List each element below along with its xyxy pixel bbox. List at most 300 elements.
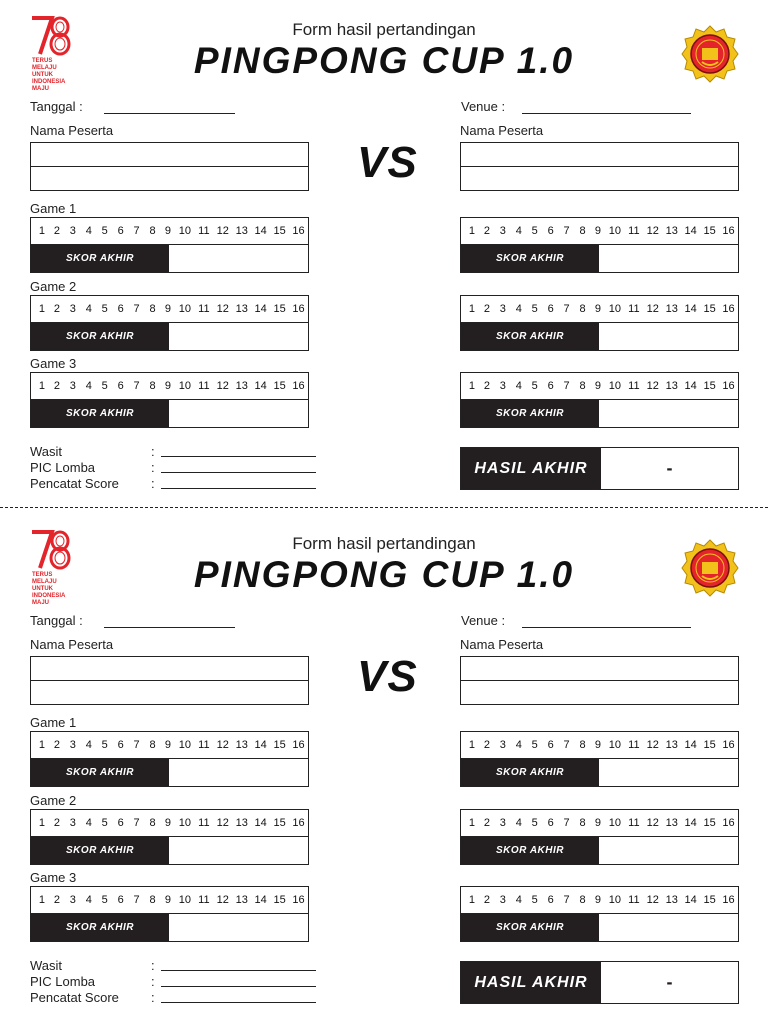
skor-akhir-row: [31, 914, 308, 941]
skor-akhir-label: SKOR AKHIR: [31, 759, 169, 786]
point-number[interactable]: 5: [531, 739, 538, 751]
point-number[interactable]: 4: [85, 739, 92, 751]
point-number[interactable]: 4: [85, 303, 92, 315]
hasil-akhir-value[interactable]: -: [666, 458, 673, 478]
game-score-box-left: [30, 886, 309, 942]
point-number[interactable]: 12: [646, 894, 659, 906]
point-number[interactable]: 16: [292, 380, 305, 392]
point-number[interactable]: 1: [38, 817, 46, 829]
point-number[interactable]: 11: [198, 817, 210, 829]
point-number[interactable]: 7: [133, 739, 140, 751]
point-number[interactable]: 16: [722, 739, 735, 751]
point-number[interactable]: 1: [38, 380, 46, 392]
skor-akhir-input[interactable]: [169, 323, 308, 350]
point-number[interactable]: 4: [85, 225, 92, 237]
point-number[interactable]: 13: [235, 380, 248, 392]
point-number[interactable]: 15: [703, 380, 716, 392]
tournament-title: PINGPONG CUP 1.0: [193, 554, 575, 595]
point-number[interactable]: 8: [579, 380, 586, 392]
point-number[interactable]: 6: [547, 225, 554, 237]
point-number[interactable]: 8: [579, 739, 586, 751]
skor-akhir-row: [31, 837, 308, 864]
skor-akhir-input[interactable]: [599, 914, 738, 941]
nama-peserta-input-left[interactable]: [31, 167, 308, 190]
point-number[interactable]: 16: [722, 817, 735, 829]
point-number[interactable]: 4: [515, 817, 522, 829]
point-number[interactable]: 5: [531, 380, 538, 392]
point-number[interactable]: 3: [499, 225, 506, 237]
point-number[interactable]: 16: [722, 894, 735, 906]
point-number[interactable]: 5: [101, 739, 108, 751]
skor-akhir-label: SKOR AKHIR: [31, 914, 169, 941]
point-number[interactable]: 10: [178, 380, 192, 392]
point-number[interactable]: 8: [149, 739, 156, 751]
point-numbers-row: [31, 218, 308, 245]
hasil-akhir-label: HASIL AKHIR: [461, 448, 601, 489]
point-number[interactable]: 14: [254, 817, 267, 829]
point-number[interactable]: 14: [684, 225, 697, 237]
point-number[interactable]: 14: [254, 303, 267, 315]
point-number[interactable]: 13: [665, 303, 678, 315]
point-number[interactable]: 4: [515, 739, 522, 751]
point-number[interactable]: 12: [216, 303, 229, 315]
point-number[interactable]: 15: [703, 225, 716, 237]
point-number[interactable]: 14: [254, 380, 267, 392]
game-score-box-right: [460, 809, 739, 865]
point-number[interactable]: 7: [563, 894, 570, 906]
game-label: Game 3: [30, 870, 77, 885]
point-number[interactable]: 15: [703, 303, 716, 315]
nama-peserta-input-left[interactable]: [31, 143, 308, 167]
point-number[interactable]: 3: [499, 739, 506, 751]
point-number[interactable]: 2: [483, 380, 490, 392]
nama-peserta-box-right: [460, 142, 739, 191]
point-number[interactable]: 5: [101, 817, 108, 829]
point-number[interactable]: 16: [292, 225, 305, 237]
point-number[interactable]: 2: [483, 225, 490, 237]
point-numbers-row: [31, 732, 308, 759]
point-number[interactable]: 16: [292, 303, 305, 315]
logo-tagline-line: INDONESIA: [32, 593, 66, 599]
point-number[interactable]: 13: [665, 817, 678, 829]
point-number[interactable]: 15: [273, 894, 286, 906]
point-number[interactable]: 14: [684, 380, 697, 392]
skor-akhir-input[interactable]: [169, 914, 308, 941]
point-number[interactable]: 7: [133, 380, 140, 392]
logo-tagline-line: MELAJU: [32, 579, 57, 585]
point-number[interactable]: 4: [515, 225, 522, 237]
official-colon: :: [151, 444, 155, 459]
point-number[interactable]: 6: [117, 380, 124, 392]
point-number[interactable]: 3: [69, 817, 76, 829]
hasil-akhir-box: [460, 961, 739, 1004]
point-number[interactable]: 6: [117, 739, 124, 751]
point-number[interactable]: 1: [38, 225, 46, 237]
point-number[interactable]: 3: [499, 817, 506, 829]
point-number[interactable]: 5: [101, 303, 108, 315]
point-number[interactable]: 2: [483, 303, 490, 315]
score-form: [0, 514, 768, 1014]
skor-akhir-input[interactable]: [599, 759, 738, 786]
venue-label: Venue :: [461, 99, 506, 114]
point-number[interactable]: 11: [628, 894, 640, 906]
point-numbers-row: [461, 218, 738, 245]
point-number[interactable]: 5: [531, 894, 538, 906]
skor-akhir-input[interactable]: [169, 400, 308, 427]
skor-akhir-row: [31, 400, 308, 427]
point-number[interactable]: 2: [53, 303, 60, 315]
point-number[interactable]: 9: [164, 894, 172, 906]
point-number[interactable]: 3: [69, 380, 76, 392]
point-number[interactable]: 4: [515, 894, 522, 906]
point-number[interactable]: 10: [178, 894, 192, 906]
point-number[interactable]: 11: [198, 739, 210, 751]
point-number[interactable]: 5: [531, 303, 538, 315]
point-number[interactable]: 8: [579, 225, 586, 237]
point-number[interactable]: 7: [563, 303, 570, 315]
skor-akhir-row: [461, 759, 738, 786]
point-number[interactable]: 15: [703, 817, 716, 829]
point-number[interactable]: 13: [235, 894, 248, 906]
point-numbers-row: [461, 296, 738, 323]
point-numbers-row: [31, 296, 308, 323]
point-number[interactable]: 16: [292, 739, 305, 751]
point-number[interactable]: 4: [515, 303, 522, 315]
nama-peserta-input-right[interactable]: [461, 143, 738, 167]
point-number[interactable]: 15: [273, 739, 286, 751]
point-number[interactable]: 1: [468, 894, 476, 906]
point-number[interactable]: 8: [579, 303, 586, 315]
nama-peserta-label-right: Nama Peserta: [460, 123, 544, 138]
point-number[interactable]: 14: [684, 894, 697, 906]
point-number[interactable]: 10: [608, 817, 622, 829]
point-number[interactable]: 4: [85, 380, 92, 392]
point-number[interactable]: 9: [594, 303, 602, 315]
point-number[interactable]: 6: [547, 894, 554, 906]
point-number[interactable]: 3: [69, 303, 76, 315]
point-number[interactable]: 13: [665, 739, 678, 751]
game-label: Game 2: [30, 793, 77, 808]
nama-peserta-label-right: Nama Peserta: [460, 637, 544, 652]
point-number[interactable]: 7: [563, 225, 570, 237]
point-number[interactable]: 11: [628, 380, 640, 392]
point-number[interactable]: 9: [164, 225, 172, 237]
nama-peserta-label-left: Nama Peserta: [30, 123, 114, 138]
point-number[interactable]: 10: [608, 894, 622, 906]
tanggal-field[interactable]: [104, 627, 235, 628]
point-number[interactable]: 14: [684, 739, 697, 751]
official-label: PIC Lomba: [30, 460, 96, 475]
nama-peserta-input-right[interactable]: [461, 167, 738, 190]
official-label: Wasit: [30, 444, 63, 459]
skor-akhir-label: SKOR AKHIR: [461, 914, 599, 941]
official-signature-field[interactable]: [161, 456, 316, 457]
skor-akhir-row: [461, 914, 738, 941]
point-number[interactable]: 6: [117, 817, 124, 829]
point-number[interactable]: 6: [117, 225, 124, 237]
point-number[interactable]: 16: [722, 380, 735, 392]
point-number[interactable]: 14: [254, 225, 267, 237]
point-number[interactable]: 13: [235, 303, 248, 315]
official-signature-field[interactable]: [161, 986, 316, 987]
point-number[interactable]: 14: [684, 817, 697, 829]
point-number[interactable]: 2: [53, 380, 60, 392]
point-number[interactable]: 16: [292, 817, 305, 829]
point-number[interactable]: 14: [684, 303, 697, 315]
point-number[interactable]: 8: [149, 303, 156, 315]
point-number[interactable]: 13: [665, 225, 678, 237]
point-number[interactable]: 12: [646, 380, 659, 392]
nama-peserta-label-left: Nama Peserta: [30, 637, 114, 652]
point-number[interactable]: 1: [468, 303, 476, 315]
point-number[interactable]: 8: [579, 894, 586, 906]
nama-peserta-input-left[interactable]: [31, 657, 308, 681]
point-number[interactable]: 3: [499, 380, 506, 392]
point-number[interactable]: 12: [216, 380, 229, 392]
point-number[interactable]: 6: [117, 303, 124, 315]
point-number[interactable]: 16: [722, 303, 735, 315]
point-number[interactable]: 12: [216, 894, 229, 906]
official-label: Pencatat Score: [30, 990, 119, 1005]
skor-akhir-label: SKOR AKHIR: [31, 400, 169, 427]
point-number[interactable]: 13: [235, 739, 248, 751]
point-number[interactable]: 6: [547, 380, 554, 392]
point-number[interactable]: 10: [178, 225, 192, 237]
point-number[interactable]: 11: [198, 303, 210, 315]
point-number[interactable]: 10: [608, 303, 622, 315]
point-number[interactable]: 12: [646, 225, 659, 237]
point-number[interactable]: 8: [149, 225, 156, 237]
nama-peserta-input-right[interactable]: [461, 657, 738, 681]
game-label: Game 1: [30, 201, 77, 216]
point-number[interactable]: 12: [646, 817, 659, 829]
point-number[interactable]: 4: [85, 894, 92, 906]
official-colon: :: [151, 958, 155, 973]
point-number[interactable]: 15: [703, 894, 716, 906]
point-number[interactable]: 5: [531, 225, 538, 237]
point-number[interactable]: 7: [133, 303, 140, 315]
venue-field[interactable]: [522, 627, 691, 628]
game-score-box-left: [30, 731, 309, 787]
point-number[interactable]: 12: [216, 225, 229, 237]
point-number[interactable]: 3: [69, 225, 76, 237]
skor-akhir-label: SKOR AKHIR: [461, 323, 599, 350]
game-score-box-right: [460, 372, 739, 428]
point-number[interactable]: 12: [646, 739, 659, 751]
point-number[interactable]: 13: [235, 225, 248, 237]
point-number[interactable]: 3: [499, 894, 506, 906]
point-number[interactable]: 9: [164, 303, 172, 315]
point-numbers-row: [461, 373, 738, 400]
point-numbers-row: [31, 887, 308, 914]
point-number[interactable]: 10: [608, 380, 622, 392]
point-number[interactable]: 11: [628, 225, 640, 237]
point-number[interactable]: 2: [483, 894, 490, 906]
point-number[interactable]: 7: [563, 817, 570, 829]
skor-akhir-input[interactable]: [599, 400, 738, 427]
point-number[interactable]: 7: [563, 380, 570, 392]
point-number[interactable]: 7: [133, 817, 140, 829]
point-numbers-row: [461, 732, 738, 759]
game-label: Game 2: [30, 279, 77, 294]
logo-tagline-line: INDONESIA: [32, 79, 66, 85]
point-number[interactable]: 7: [563, 739, 570, 751]
point-number[interactable]: 1: [468, 739, 476, 751]
point-number[interactable]: 15: [273, 380, 286, 392]
skor-akhir-row: [461, 837, 738, 864]
point-number[interactable]: 11: [198, 380, 210, 392]
point-number[interactable]: 10: [608, 225, 622, 237]
point-number[interactable]: 5: [101, 380, 108, 392]
point-number[interactable]: 7: [133, 894, 140, 906]
venue-field[interactable]: [522, 113, 691, 114]
skor-akhir-label: SKOR AKHIR: [461, 400, 599, 427]
skor-akhir-input[interactable]: [599, 837, 738, 864]
hasil-akhir-value[interactable]: -: [666, 972, 673, 992]
skor-akhir-label: SKOR AKHIR: [461, 837, 599, 864]
logo-tagline-line: UNTUK: [32, 72, 53, 78]
point-number[interactable]: 6: [547, 739, 554, 751]
logo-tagline-line: TERUS: [32, 572, 53, 578]
point-number[interactable]: 1: [38, 303, 46, 315]
point-number[interactable]: 2: [483, 739, 490, 751]
point-number[interactable]: 2: [53, 225, 60, 237]
point-number[interactable]: 6: [117, 894, 124, 906]
point-number[interactable]: 1: [38, 894, 46, 906]
point-number[interactable]: 13: [665, 380, 678, 392]
point-number[interactable]: 8: [149, 817, 156, 829]
cut-line: [0, 507, 768, 508]
point-number[interactable]: 2: [53, 894, 60, 906]
point-number[interactable]: 6: [547, 817, 554, 829]
point-number[interactable]: 4: [515, 380, 522, 392]
point-number[interactable]: 9: [164, 739, 172, 751]
point-number[interactable]: 1: [468, 225, 476, 237]
skor-akhir-label: SKOR AKHIR: [461, 245, 599, 272]
point-number[interactable]: 10: [178, 739, 192, 751]
official-colon: :: [151, 990, 155, 1005]
venue-label: Venue :: [461, 613, 506, 628]
logo-tagline-line: TERUS: [32, 58, 53, 64]
official-label: PIC Lomba: [30, 974, 96, 989]
nama-peserta-input-right[interactable]: [461, 681, 738, 704]
logo-tagline-line: MAJU: [32, 600, 50, 606]
point-number[interactable]: 8: [149, 380, 156, 392]
point-number[interactable]: 12: [646, 303, 659, 315]
point-number[interactable]: 1: [38, 739, 46, 751]
point-number[interactable]: 3: [69, 894, 76, 906]
point-number[interactable]: 14: [254, 894, 267, 906]
game-label: Game 1: [30, 715, 77, 730]
point-number[interactable]: 8: [579, 817, 586, 829]
point-number[interactable]: 12: [216, 739, 229, 751]
point-number[interactable]: 14: [254, 739, 267, 751]
point-number[interactable]: 11: [628, 817, 640, 829]
official-signature-field[interactable]: [161, 1002, 316, 1003]
point-numbers-row: [31, 810, 308, 837]
official-signature-field[interactable]: [161, 970, 316, 971]
point-number[interactable]: 15: [703, 739, 716, 751]
vs-label: VS: [357, 138, 418, 187]
point-number[interactable]: 13: [235, 817, 248, 829]
point-number[interactable]: 16: [722, 225, 735, 237]
score-form: [0, 0, 768, 500]
point-number[interactable]: 13: [665, 894, 678, 906]
skor-akhir-row: [461, 400, 738, 427]
point-number[interactable]: 2: [53, 817, 60, 829]
point-number[interactable]: 11: [198, 894, 210, 906]
point-number[interactable]: 11: [198, 225, 210, 237]
game-score-box-right: [460, 886, 739, 942]
nama-peserta-box-right: [460, 656, 739, 705]
point-number[interactable]: 9: [594, 817, 602, 829]
point-number[interactable]: 9: [594, 894, 602, 906]
vs-label: VS: [357, 652, 418, 701]
skor-akhir-input[interactable]: [169, 759, 308, 786]
official-signature-field[interactable]: [161, 488, 316, 489]
point-number[interactable]: 5: [531, 817, 538, 829]
point-number[interactable]: 9: [594, 380, 602, 392]
nama-peserta-input-left[interactable]: [31, 681, 308, 704]
point-numbers-row: [31, 373, 308, 400]
skor-akhir-input[interactable]: [169, 245, 308, 272]
skor-akhir-row: [31, 759, 308, 786]
official-colon: :: [151, 460, 155, 475]
point-number[interactable]: 11: [628, 739, 640, 751]
point-number[interactable]: 9: [594, 739, 602, 751]
skor-akhir-input[interactable]: [169, 837, 308, 864]
point-number[interactable]: 8: [149, 894, 156, 906]
point-number[interactable]: 16: [292, 894, 305, 906]
point-number[interactable]: 5: [101, 225, 108, 237]
official-colon: :: [151, 974, 155, 989]
point-number[interactable]: 2: [483, 817, 490, 829]
point-number[interactable]: 10: [608, 739, 622, 751]
official-signature-field[interactable]: [161, 472, 316, 473]
point-number[interactable]: 9: [594, 225, 602, 237]
point-number[interactable]: 2: [53, 739, 60, 751]
point-number[interactable]: 7: [133, 225, 140, 237]
point-number[interactable]: 3: [499, 303, 506, 315]
point-number[interactable]: 9: [164, 817, 172, 829]
skor-akhir-input[interactable]: [599, 245, 738, 272]
tournament-title: PINGPONG CUP 1.0: [193, 40, 575, 81]
form-subtitle: Form hasil pertandingan: [292, 20, 476, 39]
point-number[interactable]: 1: [468, 817, 476, 829]
point-number[interactable]: 15: [273, 817, 286, 829]
point-number[interactable]: 3: [69, 739, 76, 751]
tanggal-label: Tanggal :: [30, 613, 83, 628]
logo-tagline-line: MAJU: [32, 86, 50, 92]
point-number[interactable]: 9: [164, 380, 172, 392]
point-number[interactable]: 1: [468, 380, 476, 392]
point-number[interactable]: 5: [101, 894, 108, 906]
point-number[interactable]: 11: [628, 303, 640, 315]
skor-akhir-label: SKOR AKHIR: [31, 837, 169, 864]
skor-akhir-label: SKOR AKHIR: [461, 759, 599, 786]
skor-akhir-input[interactable]: [599, 323, 738, 350]
point-number[interactable]: 12: [216, 817, 229, 829]
point-number[interactable]: 4: [85, 817, 92, 829]
tanggal-field[interactable]: [104, 113, 235, 114]
hasil-akhir-label: HASIL AKHIR: [461, 962, 601, 1003]
point-number[interactable]: 6: [547, 303, 554, 315]
point-number[interactable]: 10: [178, 303, 192, 315]
point-number[interactable]: 10: [178, 817, 192, 829]
point-number[interactable]: 15: [273, 225, 286, 237]
point-number[interactable]: 15: [273, 303, 286, 315]
point-numbers-row: [461, 887, 738, 914]
